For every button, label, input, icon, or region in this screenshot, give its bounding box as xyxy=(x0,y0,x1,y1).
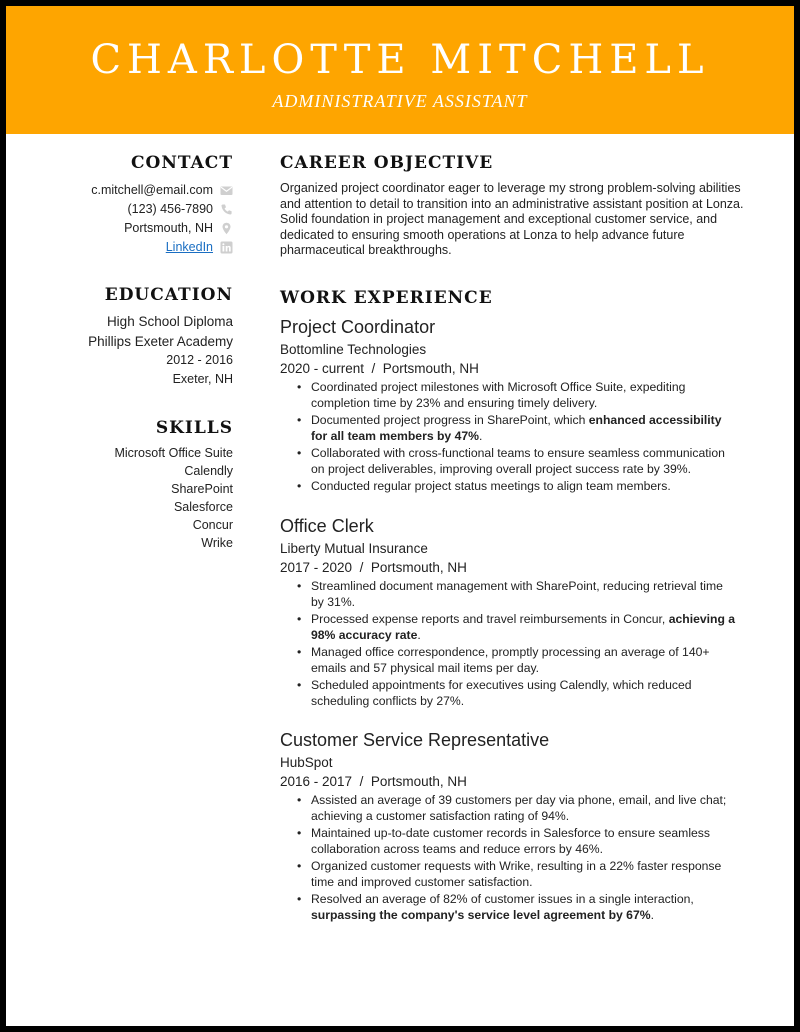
list-item: • Streamlined document management with SharePoint, reducing retrieval time by 31%. xyxy=(311,579,739,610)
contact-phone xyxy=(128,200,233,218)
job-company: Liberty Mutual Insurance xyxy=(280,541,428,556)
objective-text: Organized project coordinator eager to leverage my strong problem-solving abilities and attention to detail to transition into an administrative assistant position at Lonza. Solid foundation in project management and exceptional customer service, and dedicated to ensuring smooth operations at Lonza to help advance future pharmaceutical breakthroughs. xyxy=(280,181,744,257)
job-dates: 2017 - 2020 / Portsmouth, NH xyxy=(280,560,467,575)
job-bullets xyxy=(311,380,739,497)
job-bullets xyxy=(311,793,739,925)
job-bullets xyxy=(311,579,739,711)
skill-item: Salesforce xyxy=(173,500,233,514)
skill-item: Wrike xyxy=(201,536,233,550)
job-title: Project Coordinator xyxy=(280,317,436,337)
job-dates: 2016 - 2017 / Portsmouth, NH xyxy=(280,774,467,789)
list-item: • Organized customer requests with Wrike, resulting in a 22% faster response time and improved customer satisfaction. xyxy=(311,859,739,890)
contact-email xyxy=(91,181,233,199)
skill-item: SharePoint xyxy=(171,482,233,496)
list-item: • Maintained up-to-date customer records in Salesforce to ensure seamless collaboration across teams and reduce errors by 46%. xyxy=(311,826,739,857)
linkedin-icon xyxy=(220,241,233,254)
list-item: • Managed office correspondence, promptly processing an average of 140+ emails and 57 physical mail items per day. xyxy=(311,645,739,676)
education-heading: EDUCATION xyxy=(104,285,233,305)
job-company: HubSpot xyxy=(280,755,333,770)
job-dates: 2020 - current / Portsmouth, NH xyxy=(280,361,479,376)
linkedin-link[interactable]: LinkedIn xyxy=(165,240,213,254)
envelope-icon xyxy=(220,184,233,197)
resume-header xyxy=(6,6,794,134)
candidate-title: ADMINISTRATIVE ASSISTANT xyxy=(272,91,528,111)
education-years: 2012 - 2016 xyxy=(166,353,233,367)
education-location: Exeter, NH xyxy=(172,372,233,386)
job-title: Customer Service Representative xyxy=(280,730,550,750)
objective-heading: CAREER OBJECTIVE xyxy=(280,153,494,173)
education-school: Phillips Exeter Academy xyxy=(88,334,233,349)
education-degree: High School Diploma xyxy=(106,314,233,329)
skills-heading: SKILLS xyxy=(155,418,233,438)
list-item: • Assisted an average of 39 customers per day via phone, email, and live chat; achieving a customer satisfaction rating of 94%. xyxy=(311,793,739,824)
list-item: • Coordinated project milestones with Microsoft Office Suite, expediting completion time by 23% and ensuring timely delivery. xyxy=(311,380,739,411)
list-item: • Documented project progress in SharePoint, which enhanced accessibility for all team members by 47%. xyxy=(311,413,739,444)
contact-linkedin xyxy=(166,238,233,256)
list-item: • Scheduled appointments for executives using Calendly, which reduced scheduling conflicts by 27%. xyxy=(311,678,739,709)
phone-text: (123) 456-7890 xyxy=(127,202,213,216)
phone-icon xyxy=(220,203,233,216)
list-item: • Collaborated with cross-functional teams to ensure seamless communication on project deliverables, improving overall project success rate by 39%. xyxy=(311,446,739,477)
experience-heading: WORK EXPERIENCE xyxy=(280,288,493,308)
location-pin-icon xyxy=(220,222,233,235)
skill-item: Calendly xyxy=(184,464,233,478)
job-title: Office Clerk xyxy=(280,516,374,536)
location-text: Portsmouth, NH xyxy=(124,221,213,235)
list-item: • Processed expense reports and travel reimbursements in Concur, achieving a 98% accuracy rate. xyxy=(311,612,739,643)
contact-location xyxy=(124,219,233,237)
contact-heading: CONTACT xyxy=(131,153,233,173)
resume-page xyxy=(6,6,794,1026)
skill-item: Concur xyxy=(192,518,233,532)
list-item: • Conducted regular project status meetings to align team members. xyxy=(311,479,739,495)
skill-item: Microsoft Office Suite xyxy=(114,446,233,460)
job-company: Bottomline Technologies xyxy=(280,342,427,357)
candidate-name: CHARLOTTE MITCHELL xyxy=(90,37,710,83)
list-item: • Resolved an average of 82% of customer issues in a single interaction, surpassing the company's service level agreement by 67%. xyxy=(311,892,739,923)
email-text: c.mitchell@email.com xyxy=(91,183,213,197)
